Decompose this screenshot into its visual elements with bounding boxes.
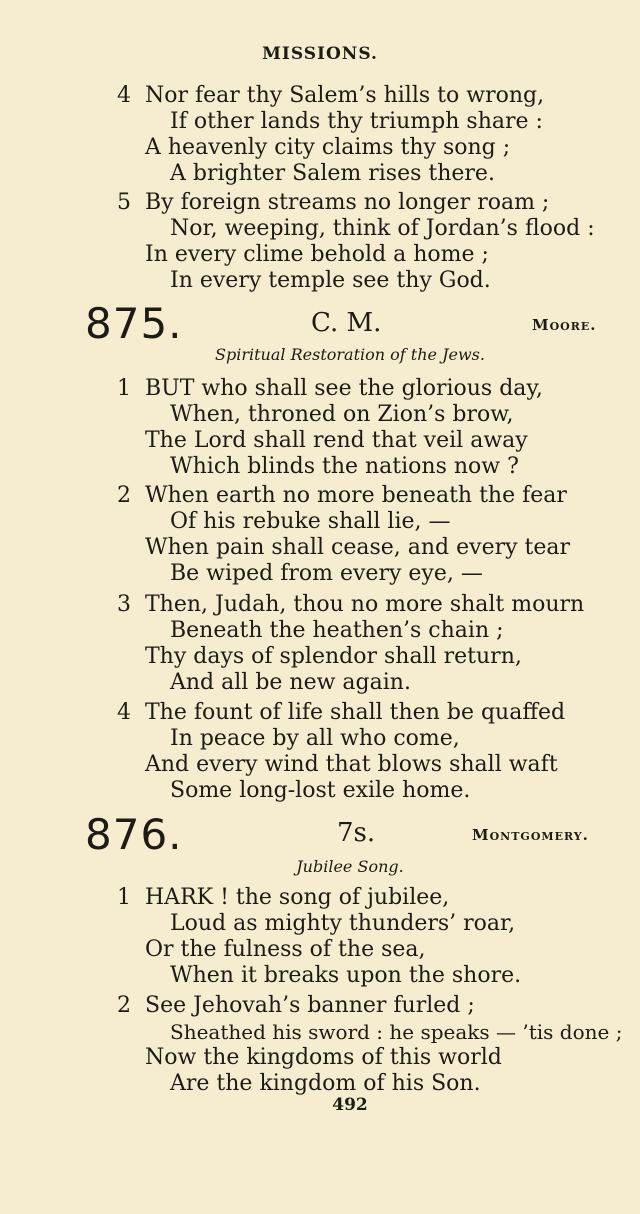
stanza-number: 5	[117, 190, 131, 215]
hymn-subtitle: Spiritual Restoration of the Jews.	[215, 345, 485, 364]
stanza-number: 2	[117, 483, 131, 508]
hymn-number: 875.	[85, 299, 183, 348]
verse-line: Or the fulness of the sea,	[145, 937, 426, 962]
hymn-meter: 7s.	[337, 818, 376, 848]
verse-line: When it breaks upon the shore.	[170, 963, 522, 988]
verse-line: When earth no more beneath the fear	[145, 483, 567, 508]
hymn-meter: C. M.	[311, 308, 382, 338]
verse-line: By foreign streams no longer roam ;	[145, 190, 550, 215]
verse-line: Then, Judah, thou no more shalt mourn	[145, 592, 585, 617]
verse-line: And all be new again.	[170, 670, 411, 695]
hymn-number: 876.	[85, 810, 183, 859]
verse-line: When pain shall cease, and every tear	[145, 535, 571, 560]
verse-line: The fount of life shall then be quaffed	[145, 700, 566, 725]
verse-line: A brighter Salem rises there.	[170, 161, 495, 186]
stanza-number: 1	[117, 376, 131, 401]
hymn-composer: Montgomery.	[472, 826, 589, 844]
verse-line: Nor fear thy Salem’s hills to wrong,	[145, 83, 545, 108]
stanza-number: 1	[117, 885, 131, 910]
verse-line: Some long-lost exile home.	[170, 778, 471, 803]
stanza-number: 4	[117, 83, 131, 108]
verse-line: Which blinds the nations now ?	[170, 454, 519, 479]
verse-line: When, throned on Zion’s brow,	[170, 402, 514, 427]
verse-line: Thy days of splendor shall return,	[145, 644, 522, 669]
verse-line: BUT who shall see the glorious day,	[145, 376, 543, 401]
stanza-number: 3	[117, 592, 131, 617]
verse-line: A heavenly city claims thy song ;	[145, 135, 511, 160]
verse-line: In peace by all who come,	[170, 726, 460, 751]
page-header: MISSIONS.	[262, 44, 378, 64]
stanza-number: 4	[117, 700, 131, 725]
verse-line: Of his rebuke shall lie, —	[170, 509, 451, 534]
verse-line: In every clime behold a home ;	[145, 242, 489, 267]
verse-line: The Lord shall rend that veil away	[145, 428, 528, 453]
verse-line: Be wiped from every eye, —	[170, 561, 483, 586]
verse-line: Nor, weeping, think of Jordan’s flood :	[170, 216, 595, 241]
verse-line: Beneath the heathen’s chain ;	[170, 618, 504, 643]
verse-line: Loud as mighty thunders’ roar,	[170, 911, 516, 936]
verse-line: HARK ! the song of jubilee,	[145, 885, 450, 910]
page-number: 492	[332, 1095, 368, 1115]
verse-line: Now the kingdoms of this world	[145, 1045, 502, 1070]
stanza-number: 2	[117, 993, 131, 1018]
verse-line: Are the kingdom of his Son.	[170, 1071, 481, 1096]
hymn-composer: Moore.	[532, 316, 597, 334]
verse-line: And every wind that blows shall waft	[145, 752, 558, 777]
hymn-subtitle: Jubilee Song.	[296, 857, 404, 876]
verse-line: Sheathed his sword : he speaks — ’tis done ;	[170, 1020, 623, 1044]
verse-line: In every temple see thy God.	[170, 268, 491, 293]
verse-line: See Jehovah’s banner furled ;	[145, 993, 475, 1018]
verse-line: If other lands thy triumph share :	[170, 109, 543, 134]
